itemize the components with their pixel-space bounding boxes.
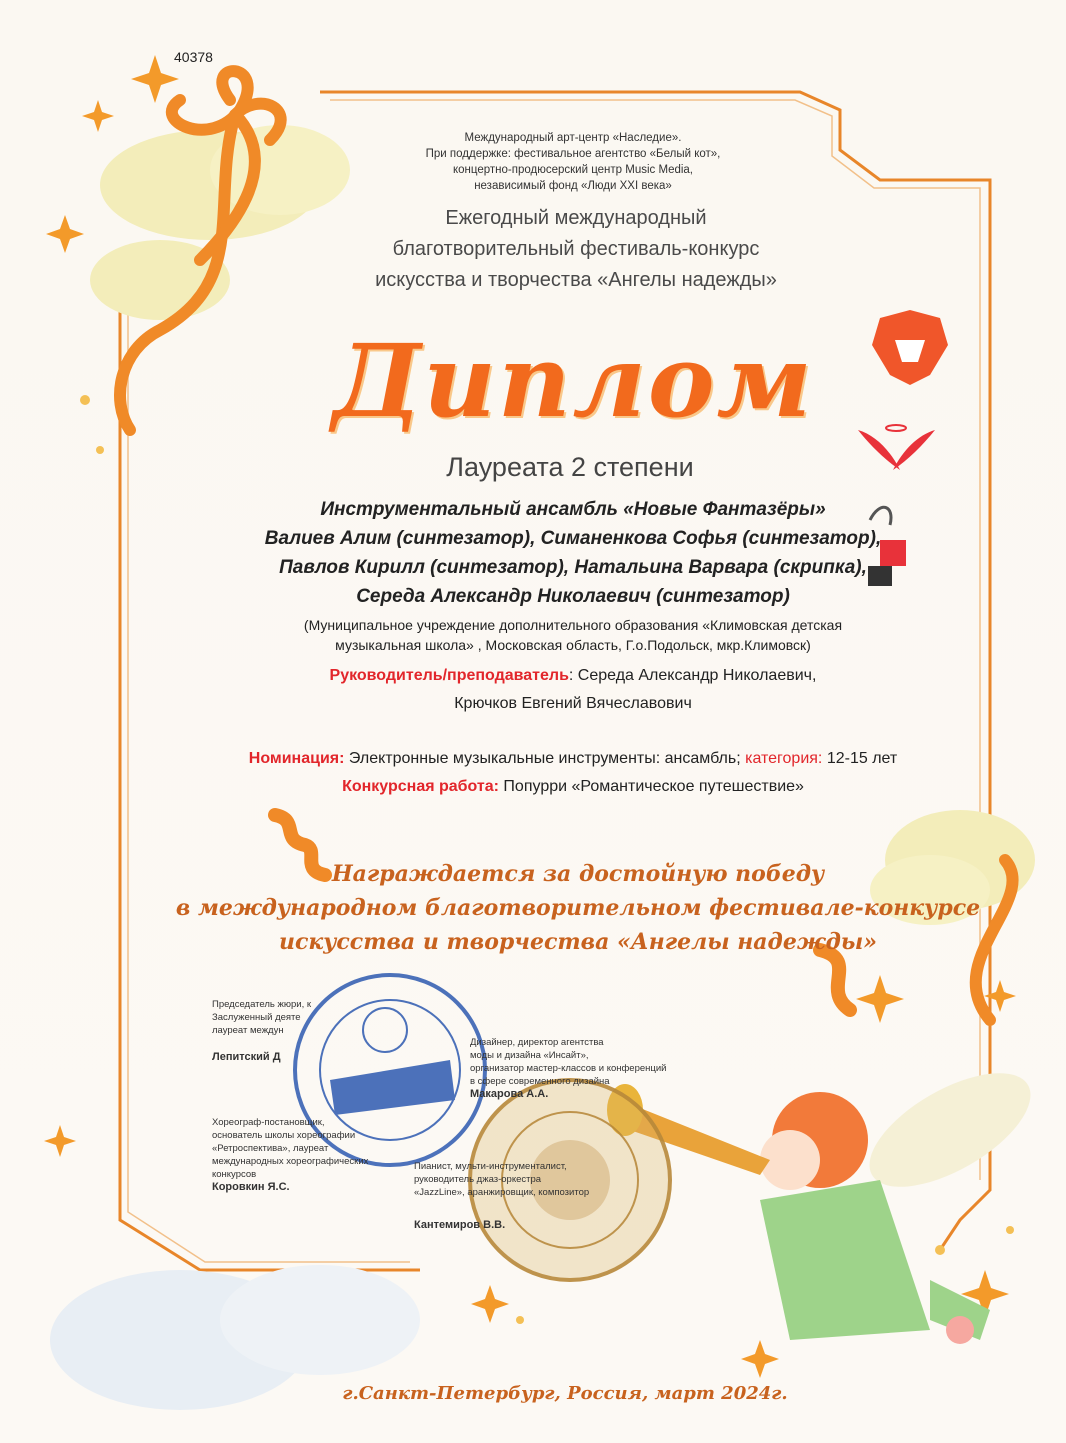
leader-label: Руководитель/преподаватель (329, 667, 569, 684)
leader-line (80, 662, 1066, 690)
signature-line: в сфере современного дизайна (470, 1076, 610, 1087)
participant-line: Валиев Алим (синтезатор), Симаненкова Софья (синтезатор), (264, 528, 882, 549)
participants-block (0, 495, 1066, 611)
signature-line: лауреат междун (212, 1025, 284, 1036)
award-line: в международном благотворительном фестивале-конкурсе (175, 895, 981, 921)
festival-line: искусства и творчества «Ангелы надежды» (375, 269, 777, 291)
signature-line: моды и дизайна «Инсайт», (470, 1050, 589, 1061)
signature-designer (470, 1036, 666, 1101)
festival-line: благотворительный фестиваль-конкурс (392, 238, 760, 260)
serial-number: 40378 (174, 49, 213, 65)
award-text (0, 857, 1066, 959)
signature-name: Коровкин Я.С. (212, 1181, 290, 1193)
nomination-block (0, 745, 1066, 801)
signature-name: Кантемиров В.В. (414, 1219, 506, 1231)
category-label: категория: (740, 750, 823, 767)
nomination-label: Номинация: (248, 750, 345, 767)
signature-line: Заслуженный деяте (212, 1012, 301, 1023)
signature-line: Председатель жюри, к (212, 999, 312, 1010)
signature-line: Пианист, мульти-инструменталист, (414, 1161, 567, 1172)
degree (0, 452, 1066, 483)
signature-line: Хореограф-постановщик, (212, 1117, 325, 1128)
signature-line: «Ретроспектива», лауреат (212, 1143, 329, 1154)
work-value: Попурри «Романтическое путешествие» (498, 778, 804, 795)
award-line: искусства и творчества «Ангелы надежды» (278, 929, 878, 955)
degree-text: Лауреата 2 степени (446, 452, 694, 482)
signature-name: Макарова А.А. (470, 1088, 549, 1100)
city-date-text: г.Санкт-Петербург, Россия, март 2024г. (342, 1383, 788, 1404)
city-date (0, 1383, 1066, 1404)
work-line (80, 773, 1066, 801)
signature-name: Лепитский Д (212, 1051, 281, 1063)
signature-composer (414, 1160, 589, 1232)
signature-line: руководитель джаз-оркестра (414, 1174, 542, 1185)
organizer-line: При поддержке: фестивальное агентство «Белый кот», (425, 148, 721, 160)
signature-choreographer (212, 1116, 368, 1194)
leader-name-1: : Середа Александр Николаевич, (568, 667, 817, 684)
signature-jury (212, 998, 311, 1064)
organizers-block (0, 130, 1066, 194)
signature-line: организатор мастер-классов и конференций (470, 1063, 667, 1074)
organizer-line: концертно-продюсерский центр Music Media, (452, 164, 694, 176)
work-label: Конкурсная работа: (342, 778, 499, 795)
ribbon-swirl (820, 950, 850, 1010)
diploma-title-text: Диплом (332, 322, 814, 440)
signature-line: основатель школы хореографии (212, 1130, 356, 1141)
school-line: (Муниципальное учреждение дополнительного образования «Климовская детская (303, 617, 843, 633)
festival-line: Ежегодный международный (445, 207, 707, 229)
signature-line: «JazzLine», аранжировщик, композитор (414, 1187, 590, 1198)
participant-line: Инструментальный ансамбль «Новые Фантазёры» (320, 499, 826, 520)
signature-line: конкурсов (212, 1169, 257, 1180)
organizer-line: независимый фонд «Люди XXI века» (474, 180, 672, 192)
award-line: Награждается за достойную победу (331, 861, 825, 887)
school-block (0, 615, 1066, 655)
leader-block (0, 662, 1066, 718)
nomination-line (80, 745, 1066, 773)
signature-line: международных хореографических (212, 1156, 369, 1167)
school-line: музыкальная школа» , Московская область, Г.о.Подольск, мкр.Климовск) (335, 637, 811, 653)
organizer-line: Международный арт-центр «Наследие». (464, 132, 682, 144)
festival-name (0, 203, 1066, 296)
participant-line: Середа Александр Николаевич (синтезатор) (356, 586, 790, 607)
signature-line: Дизайнер, директор агентства (470, 1037, 604, 1048)
nomination-value: Электронные музыкальные инструменты: ансамбль; (344, 750, 741, 767)
diploma-title (0, 322, 1066, 440)
participant-line: Павлов Кирилл (синтезатор), Натальина Варвара (скрипка), (279, 557, 867, 578)
leader-name-2: Крючков Евгений Вячеславович (454, 695, 692, 712)
category-value: 12-15 лет (822, 750, 898, 767)
